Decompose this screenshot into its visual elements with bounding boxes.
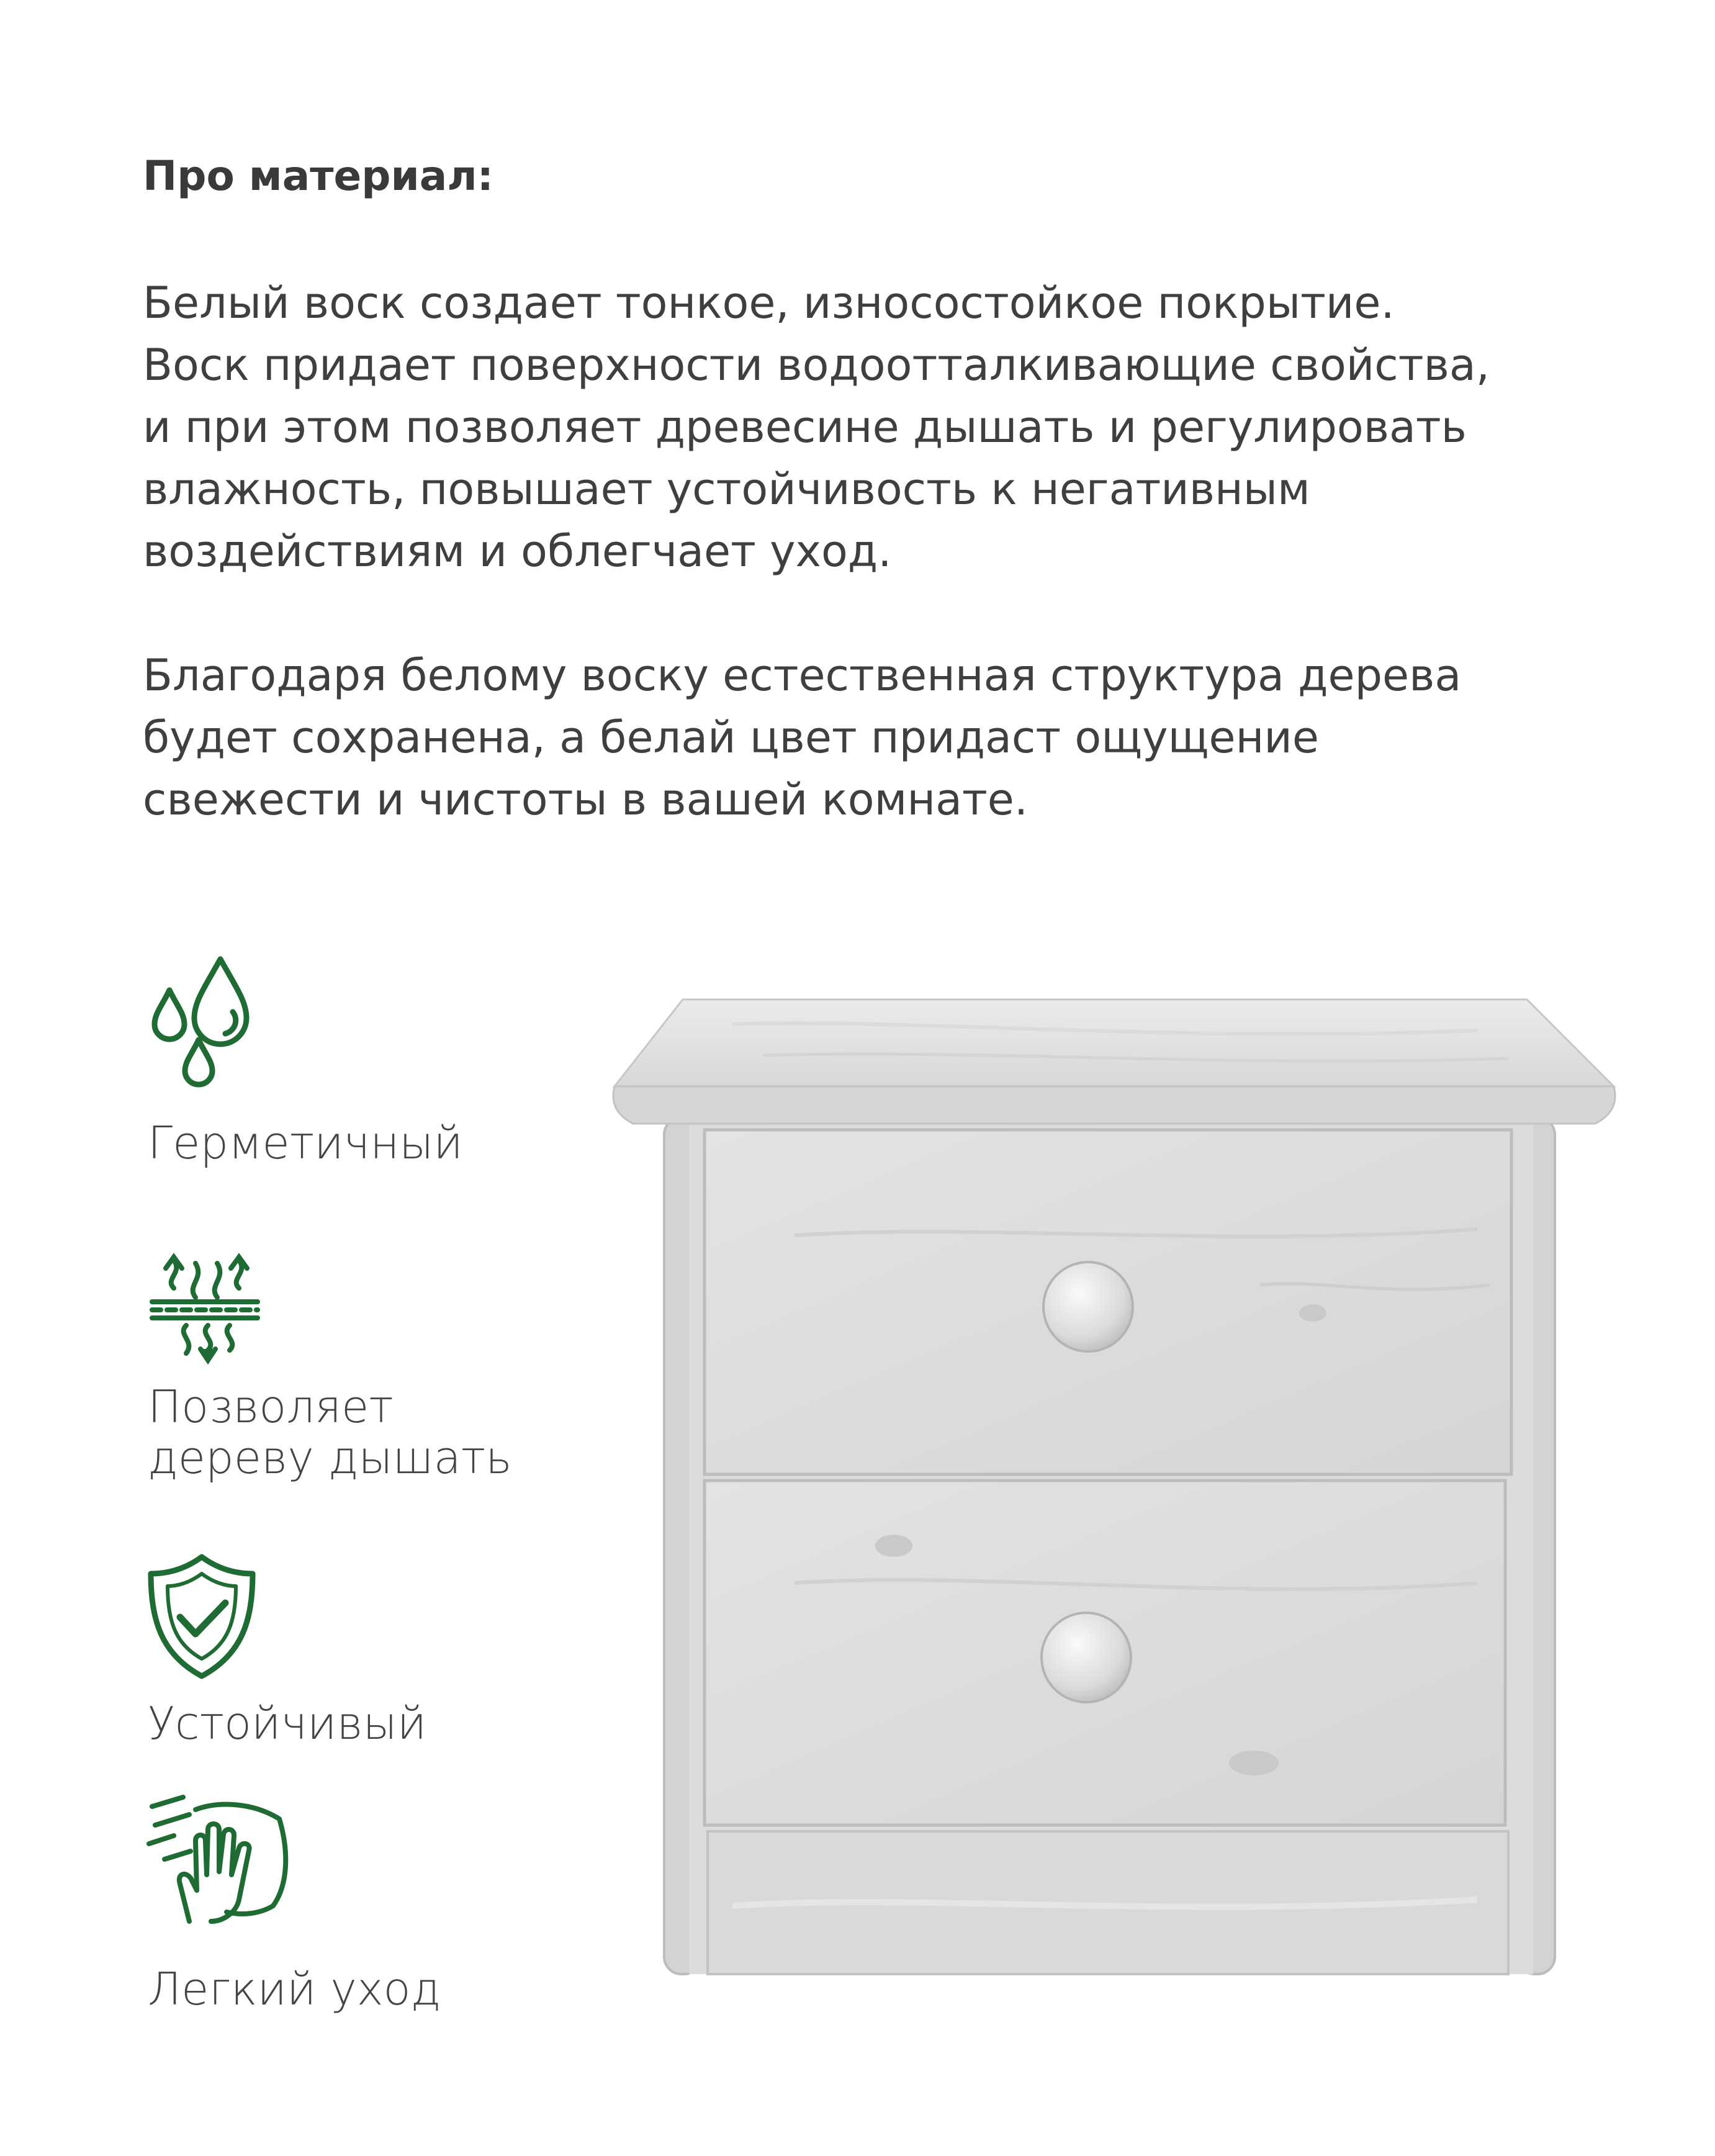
nightstand-image: [608, 987, 1639, 2008]
feature-label-easy-care: Легкий уход: [148, 1963, 441, 2015]
shield-check-icon: [146, 1552, 258, 1685]
material-paragraph-2: Благодаря белому воску естественная структура дерева будет сохранена, а белай цвет придаст ощущение свежести и чистоты в вашей комнате.: [143, 650, 1462, 825]
water-drops-icon: [146, 953, 270, 1092]
feature-label-breathable: Позволяет дереву дышать: [148, 1381, 512, 1484]
breathable-layer-icon: [146, 1245, 264, 1371]
hand-wipe-icon: [146, 1791, 298, 1936]
material-heading: Про материал:: [143, 152, 494, 200]
material-paragraph-1: Белый воск создает тонкое, износостойкое покрытие. Воск придает поверхности водоотталкивающие свойства, и при этом позволяет древесине дышать и регулировать влажность, повышает устойчивость к негативным воздействиям и облегчает уход.: [143, 277, 1490, 577]
feature-label-resistant: Устойчивый: [148, 1697, 427, 1749]
feature-label-hermetic: Герметичный: [148, 1117, 463, 1169]
